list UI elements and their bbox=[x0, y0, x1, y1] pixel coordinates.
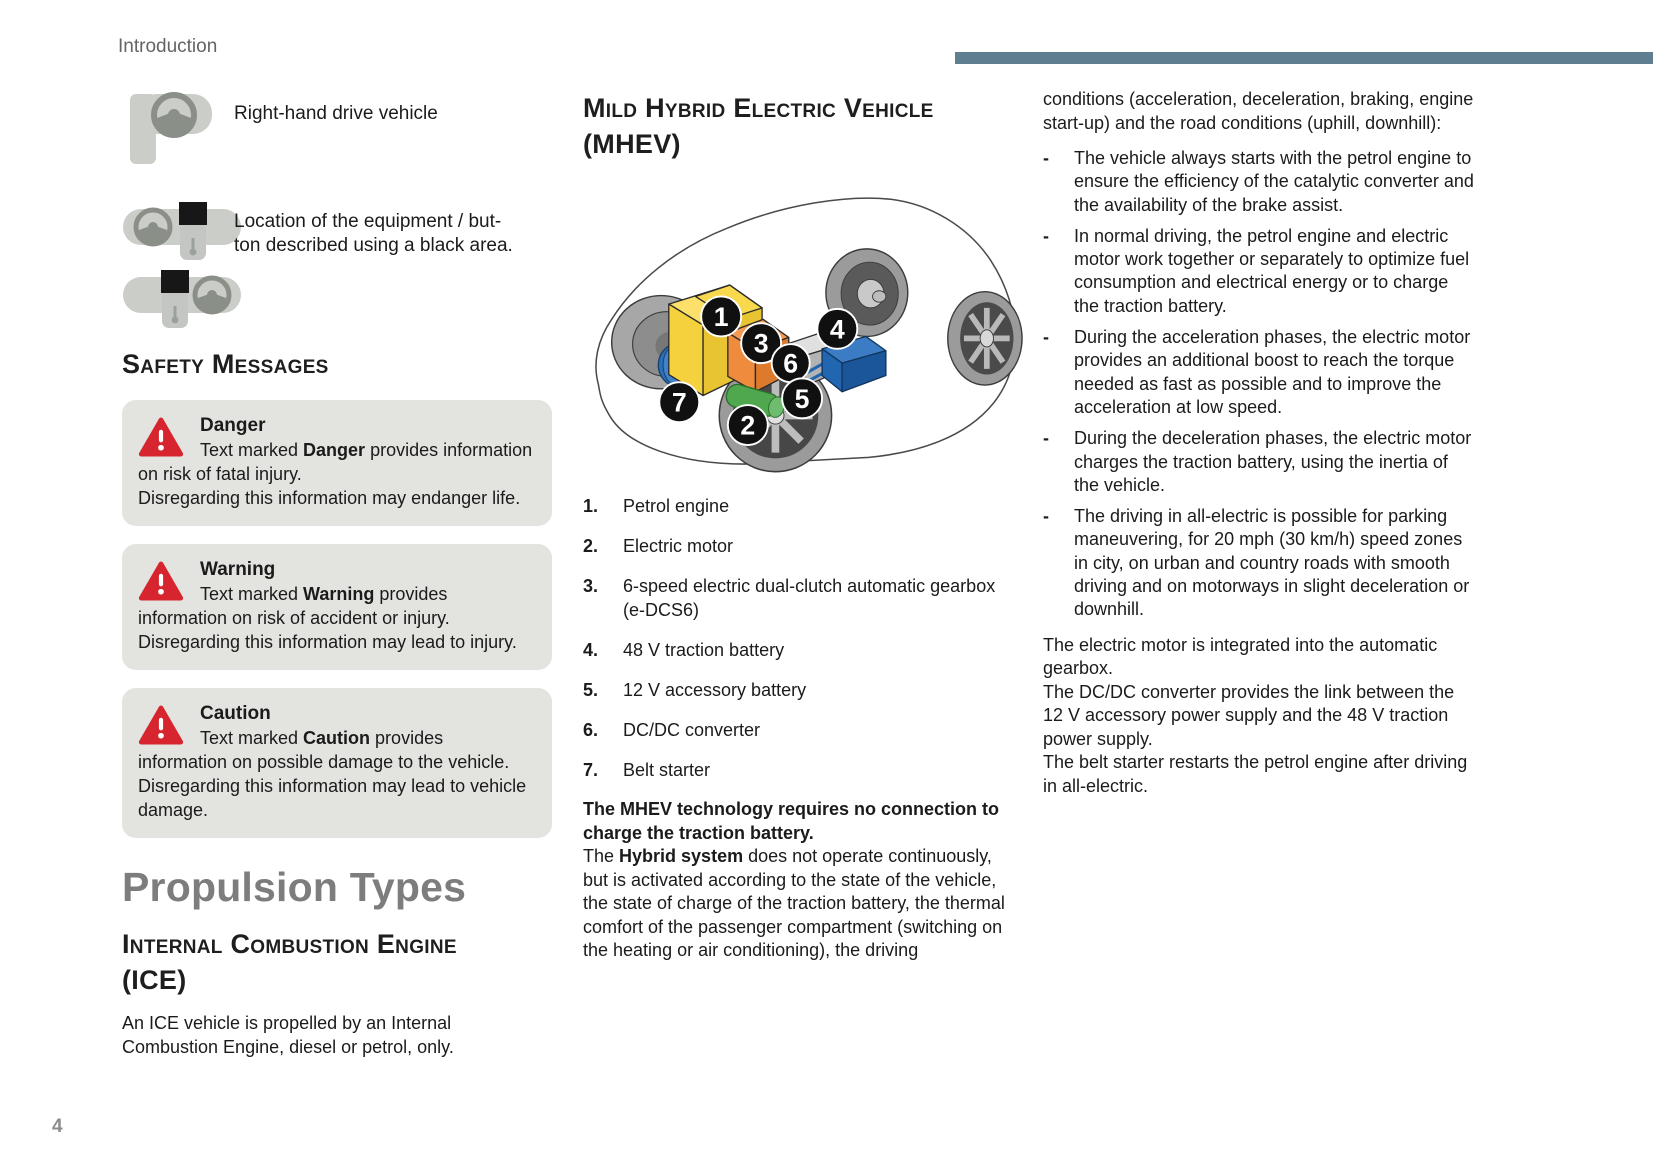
legend-label: Right-hand drive vehicle bbox=[234, 103, 438, 124]
rear-right-wheel bbox=[948, 292, 1022, 385]
mhev-components-list bbox=[583, 494, 1013, 782]
alert-body: Text marked Warning provides information on risk of accident or injury. Disregarding this information may lead to injury. bbox=[138, 584, 517, 652]
svg-text:1: 1 bbox=[713, 302, 729, 332]
callout-2 bbox=[728, 405, 768, 445]
dash-marker: - bbox=[1043, 428, 1049, 449]
propulsion-types-heading: Propulsion Types bbox=[122, 864, 467, 910]
callout-6 bbox=[772, 344, 810, 382]
safety-messages-heading: Safety Messages bbox=[122, 349, 329, 379]
alert-body: Text marked Danger provides information on risk of fatal injury. Disregarding this information may endanger life. bbox=[138, 440, 533, 508]
alert-warning bbox=[122, 544, 552, 670]
list-item: - During the deceleration phases, the electric motor charges the traction battery, using the inertia of the vehicle. bbox=[1043, 427, 1477, 497]
mhev-paragraph: The MHEV technology requires no connection to charge the traction battery. The Hybrid system does not operate continuously, but is activated according to the state of the vehicle, the state of charge of the traction battery, the thermal comfort of the passenger compartment (switching on the heating or air conditioning), the driving bbox=[583, 799, 1005, 960]
middle-column bbox=[583, 88, 1013, 963]
callout-4 bbox=[817, 309, 857, 349]
list-item: 5. 12 V accessory battery bbox=[583, 680, 807, 700]
alert-title: Caution bbox=[200, 703, 271, 724]
svg-text:5: 5 bbox=[794, 383, 810, 414]
alert-body: Text marked Caution provides information on possible damage to the vehicle. Disregarding this information may lead to vehicle damage. bbox=[138, 728, 527, 820]
svg-text:2: 2 bbox=[740, 410, 756, 441]
equipment-location-icon-rhd bbox=[122, 268, 242, 334]
list-item: 6. DC/DC converter bbox=[583, 720, 761, 740]
left-column bbox=[122, 88, 552, 1059]
list-item: 4. 48 V traction battery bbox=[583, 640, 785, 660]
dash-marker: - bbox=[1043, 148, 1049, 168]
list-item: - The vehicle always starts with the petrol engine to ensure the efficiency of the catalytic converter and the availability of the brake assist. bbox=[1043, 147, 1477, 217]
alert-danger bbox=[122, 400, 552, 526]
callout-5 bbox=[782, 378, 822, 418]
right-column bbox=[1043, 88, 1477, 798]
page-number: 4 bbox=[52, 1116, 63, 1137]
alert-caution bbox=[122, 688, 552, 838]
ice-heading: Internal Combustion Engine (ICE) bbox=[122, 929, 457, 995]
section-label: Introduction bbox=[118, 36, 218, 57]
accent-bar bbox=[955, 52, 1653, 64]
legend-label: Location of the equipment / but- ton described using a black area. bbox=[234, 211, 513, 256]
alert-title: Warning bbox=[200, 559, 276, 580]
alert-title: Danger bbox=[200, 415, 266, 436]
warning-triangle-icon bbox=[138, 560, 184, 602]
legend-right-hand-drive bbox=[122, 88, 552, 170]
mhev-heading: Mild Hybrid Electric Vehicle (MHEV) bbox=[583, 93, 934, 159]
warning-triangle-icon bbox=[138, 704, 184, 746]
closing-paragraph: The electric motor is integrated into the automatic gearbox. The DC/DC converter provides the link between the 12 V accessory power supply and the 48 V traction power supply. The belt starter restarts the petrol engine after driving in all-electric. bbox=[1043, 634, 1468, 796]
dash-marker: - bbox=[1043, 327, 1049, 348]
right-hand-drive-icon bbox=[122, 88, 217, 170]
svg-text:3: 3 bbox=[753, 328, 769, 359]
warning-triangle-icon bbox=[138, 416, 184, 458]
list-item: - The driving in all-electric is possible for parking maneuvering, for 20 mph (30 km/h) speed zones in city, on urban and country roads with smooth driving and on motorways in slight deceleration or downhill. bbox=[1043, 505, 1477, 621]
driving-modes-list bbox=[1043, 147, 1477, 622]
svg-text:6: 6 bbox=[783, 348, 799, 379]
list-item: - During the acceleration phases, the electric motor provides an additional boost to reach the torque needed as fast as possible and to improve the acceleration at low speed. bbox=[1043, 326, 1477, 419]
svg-text:7: 7 bbox=[671, 387, 687, 418]
legend-equipment-location bbox=[122, 196, 552, 334]
list-item: - In normal driving, the petrol engine and electric motor work together or separately to optimize fuel consumption and electrical energy or to charge the traction battery. bbox=[1043, 225, 1477, 318]
ice-paragraph: An ICE vehicle is propelled by an Internal Combustion Engine, diesel or petrol, only. bbox=[122, 1013, 454, 1057]
dash-marker: - bbox=[1043, 225, 1049, 246]
list-item: 1. Petrol engine bbox=[583, 496, 730, 516]
list-item: 2. Electric motor bbox=[583, 536, 734, 556]
mhev-powertrain-diagram bbox=[585, 178, 1013, 474]
svg-text:4: 4 bbox=[829, 314, 845, 345]
callout-1 bbox=[701, 296, 741, 336]
conditions-paragraph: conditions (acceleration, deceleration, braking, engine start-up) and the road conditions (uphill, downhill): bbox=[1043, 89, 1474, 133]
equipment-location-icon-lhd bbox=[122, 196, 242, 262]
list-item: 7. Belt starter bbox=[583, 760, 711, 780]
list-item: 3. 6-speed electric dual-clutch automatic gearbox (e-DCS6) bbox=[583, 576, 996, 620]
callout-7 bbox=[659, 382, 699, 422]
dash-marker: - bbox=[1043, 506, 1049, 527]
